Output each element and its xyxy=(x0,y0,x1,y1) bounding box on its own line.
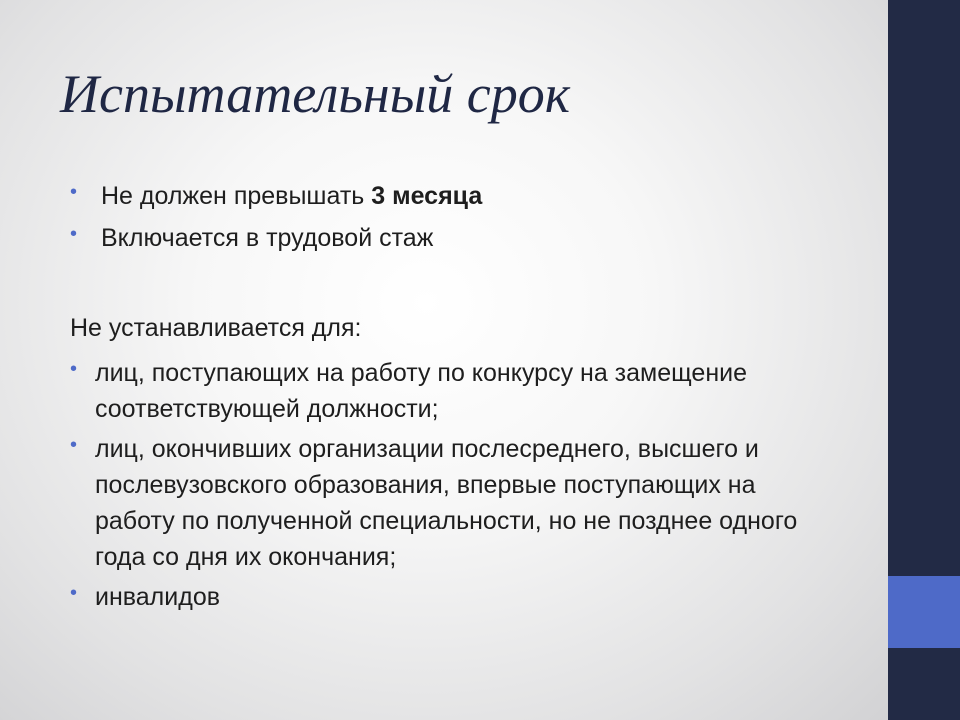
bullet-icon: • xyxy=(70,223,78,245)
bullet-icon: • xyxy=(70,582,78,604)
list-item xyxy=(70,178,850,214)
list-item xyxy=(70,220,850,256)
bullet-text: лиц, поступающих на работу по конкурсу на замещение соответствующей должности; xyxy=(95,359,748,423)
bullet-icon: • xyxy=(70,434,78,456)
bullet-text: лиц, окончивших организации послесреднего, высшего и послевузовского образования, впервые поступающих на работу по полученной специальности, но не позднее одного года со дня их окончания; xyxy=(95,435,798,571)
bullet-text: Включается в трудовой стаж xyxy=(101,224,434,252)
list-item xyxy=(70,579,840,615)
bullet-icon: • xyxy=(70,181,78,203)
bullet-text: инвалидов xyxy=(95,583,220,611)
subheading: Не устанавливается для: xyxy=(70,314,362,342)
exemption-list xyxy=(70,355,840,619)
list-item xyxy=(70,355,840,427)
bullet-emphasis: 3 месяца xyxy=(371,182,483,210)
bullet-icon: • xyxy=(70,358,78,380)
list-item xyxy=(70,431,840,575)
top-bullet-list xyxy=(70,178,850,262)
bullet-text: Не должен превышать xyxy=(101,182,372,210)
sidebar-accent-block xyxy=(888,576,960,648)
slide-title: Испытательный срок xyxy=(60,64,571,124)
